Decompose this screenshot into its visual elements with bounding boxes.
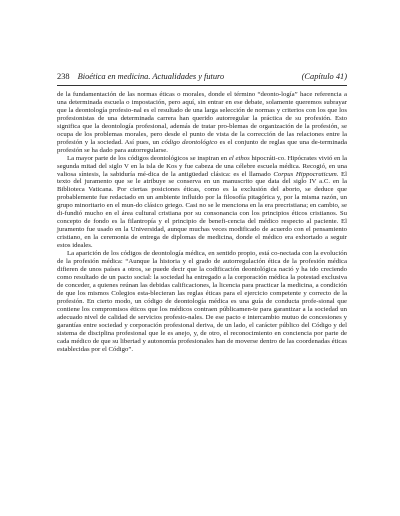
text-run: . El texto del juramento que se le atribuye se conserva en un manuscrito que data del siglo IV a.C. en la Biblioteca Vaticana. Por ciertas posiciones éticas, como es la exclusión del aborto, se deduce que probablemente fue redactado en un ambiente influido por la filosofía pitagórica y, por la misma razón, un grupo minoritario en el mun-do clásico griego. Casi no se le menciona en la era precristiana; en cambio, se di-fundió mucho en el área cultural cristiana por su consonancia con los principios éticos cristianos. Su concepto de fondo es la filantropía y el principio de benefi-cencia del médico respecto al paciente. El juramento fue usado en la Universidad, aunque muchas veces modificado de acuerdo con el pensamiento cristiano, en la ceremonia de entrega de diplomas de medicina, donde el médico era exhortado a seguir estos ideales. [57,170,348,250]
text-run: de la fundamentación de las normas éticas o morales, donde el término “deonto-logía” hace referencia a una determinada escuela o impostación, pero aquí, sin entrar en ese debate, solamente queremos subrayar que la deontología profesio-nal es el resultado de una larga selección de normas y criterios con los que los profesionistas de una determinada carrera han querido autorregular la práctica de su profesión. Esto significa que la deontología profesional, además de tratar pro-blemas de organización de la profesión, se ocupa de los problemas morales, pero desde el punto de vista de la corrección de las relaciones entre la profesión y la sociedad. Así pues, un [57,91,347,146]
text-run: es el conjunto de reglas que una de-terminada profesión se ha dado para autorregularse. [57,138,347,154]
header-rule [57,85,347,86]
text-run-italic: el ethos [228,154,250,162]
book-title: Bioética en medicina. Actualidades y futuro [77,72,225,81]
body-text [57,91,347,353]
page-number: 238 [57,72,70,81]
paragraph [57,250,347,353]
text-run: La mayor parte de los códigos deontológicos se inspiran en [67,154,229,162]
chapter-label: (Capítulo 41) [301,72,347,81]
paragraph [57,155,347,250]
text-run-italic: código deontológico [161,138,218,146]
text-run: La aparición de los códigos de deontología médica, en sentido propio, está co-nectada con la evolución de la profesión médica: “Aunque la historia y el grado de autorregulación ética de la profesión médica difieren de unos países a otros, se puede decir que la codificación deontológica nació y ha ido creciendo como resultado de un pacto social: la sociedad ha entregado a la corporación médica la potestad exclusiva de conceder, a quienes reúnan las debidas calificaciones, la licencia para practicar la medicina, a condición de que los mismos Colegios esta-blecieran las reglas éticas para el ejercicio competente y correcto de la profesión. En cierto modo, un código de deontología médica es una guía de conducta profe-sional que contiene los compromisos éticos que los médicos contraen públicamen-te para garantizar a la sociedad un adecuado nivel de calidad de servicios profesio-nales. De ese pacto e intercambio mutuo de concesiones y garantías entre sociedad y corporación profesional deriva, de un lado, el carácter público del Código y del sistema de disciplina profesional que le es anejo, y, de otro, el reconocimiento en conciencia por parte de cada médico de que su libertad y autonomía profesionales han de moverse dentro de las coordenadas éticas establecidas por el Código”. [57,250,347,353]
text-run-italic: Corpus Hippocraticum [273,170,337,178]
text-run: hipocráti-co. Hipócrates vivió en la segunda mitad del siglo V en la isla de Kos y fue cabeza de una célebre escuela médica. Recogió, en una valiosa síntesis, la sabiduría mé-dica de la antigüedad clásica: es el llamado [57,154,347,178]
running-header [57,71,347,83]
paragraph [57,91,347,155]
